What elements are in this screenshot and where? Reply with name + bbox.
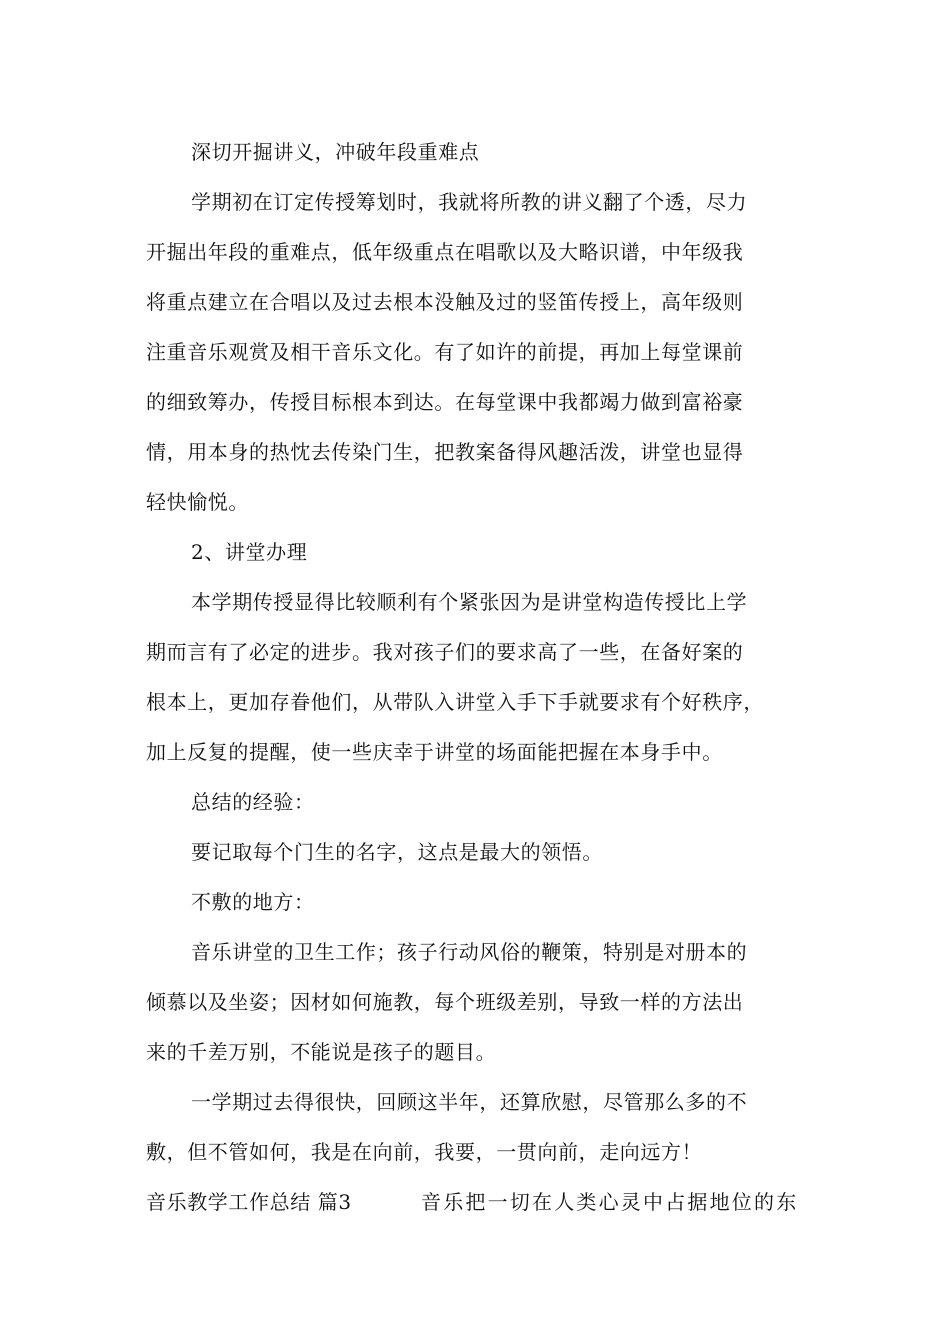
section-title: 音乐教学工作总结 篇3 bbox=[146, 1190, 352, 1214]
paragraph-line: 本学期传授显得比较顺利有个紧张因为是讲堂构造传授比上学 bbox=[191, 590, 748, 614]
subheading-experience: 总结的经验： bbox=[191, 790, 315, 814]
paragraph-line: 音乐讲堂的卫生工作；孩子行动风俗的鞭策，特别是对册本的 bbox=[191, 940, 748, 964]
paragraph-line: 情，用本身的热忱去传染门生，把教案备得风趣活泼，讲堂也显得 bbox=[146, 440, 744, 464]
paragraph-line: 轻快愉悦。 bbox=[146, 490, 249, 514]
paragraph-line: 加上反复的提醒，使一些庆幸于讲堂的场面能把握在本身手中。 bbox=[146, 740, 723, 764]
experience-text: 要记取每个门生的名字，这点是最大的领悟。 bbox=[191, 840, 603, 864]
paragraph-line: 来的千差万别，不能说是孩子的题目。 bbox=[146, 1040, 497, 1064]
subheading-deepen-textbook: 深切开掘讲义，冲破年段重难点 bbox=[191, 140, 480, 164]
paragraph-line: 学期初在订定传授筹划时，我就将所教的讲义翻了个透，尽力 bbox=[191, 190, 748, 214]
paragraph-line: 倾慕以及坐姿；因材如何施教，每个班级差别，导致一样的方法出 bbox=[146, 990, 744, 1014]
paragraph-line: 的细致筹办，传授目标根本到达。在每堂课中我都竭力做到富裕豪 bbox=[146, 390, 744, 414]
subheading-shortfalls: 不敷的地方： bbox=[191, 890, 315, 914]
paragraph-line: 注重音乐观赏及相干音乐文化。有了如许的前提，再加上每堂课前 bbox=[146, 340, 744, 364]
paragraph-line: 一学期过去得很快，回顾这半年，还算欣慰，尽管那么多的不 bbox=[191, 1090, 748, 1114]
paragraph-line: 开掘出年段的重难点，低年级重点在唱歌以及大略识谱，中年级我 bbox=[146, 240, 744, 264]
paragraph-line: 期而言有了必定的进步。我对孩子们的要求高了一些，在备好案的 bbox=[146, 640, 744, 664]
paragraph-line: 将重点建立在合唱以及过去根本没触及过的竖笛传授上，高年级则 bbox=[146, 290, 744, 314]
paragraph-line: 敷，但不管如何，我是在向前，我要，一贯向前，走向远方！ bbox=[146, 1140, 703, 1164]
paragraph-line: 根本上，更加存眷他们，从带队入讲堂入手下手就要求有个好秩序， bbox=[146, 690, 764, 714]
subheading-class-management: 2、讲堂办理 bbox=[191, 540, 308, 564]
section-intro-text: 音乐把一切在人类心灵中占据地位的东 bbox=[421, 1190, 799, 1214]
